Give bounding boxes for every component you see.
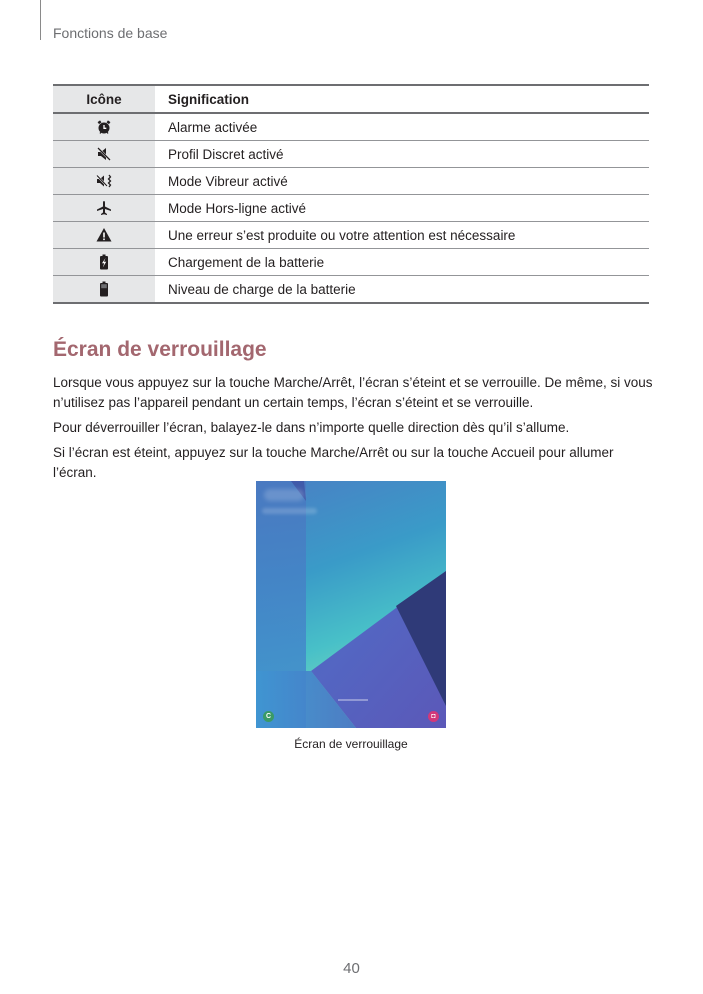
battery-level-icon bbox=[96, 281, 112, 297]
table-header-row bbox=[53, 85, 649, 113]
row-meaning: Mode Vibreur activé bbox=[168, 173, 288, 189]
row-meaning: Alarme activée bbox=[168, 119, 258, 135]
camera-shortcut-icon[interactable]: ◘ bbox=[428, 711, 439, 722]
warning-icon bbox=[96, 227, 112, 243]
clock-blur bbox=[264, 489, 304, 501]
date-blur bbox=[262, 508, 317, 514]
figure-caption: Écran de verrouillage bbox=[294, 737, 408, 751]
wallpaper-graphic bbox=[256, 481, 446, 728]
header-rule bbox=[40, 0, 41, 40]
lock-screen-image bbox=[256, 481, 446, 728]
alarm-icon bbox=[96, 119, 112, 135]
airplane-icon bbox=[96, 200, 112, 216]
icon-table bbox=[53, 84, 649, 304]
table-row bbox=[53, 168, 649, 195]
row-meaning: Mode Hors-ligne activé bbox=[168, 200, 307, 216]
table-row bbox=[53, 113, 649, 141]
section-title: Écran de verrouillage bbox=[53, 338, 267, 361]
phone-shortcut-icon[interactable]: C bbox=[263, 711, 274, 722]
table-row bbox=[53, 222, 649, 249]
row-meaning: Profil Discret activé bbox=[168, 146, 284, 162]
table-row bbox=[53, 195, 649, 222]
page-number: 40 bbox=[343, 960, 360, 977]
battery-charging-icon bbox=[96, 254, 112, 270]
running-header: Fonctions de base bbox=[53, 25, 168, 41]
paragraph: Lorsque vous appuyez sur la touche Marche/Arrêt, l’écran s’éteint et se verrouille. De même, si vous n’utilisez pas l’appareil pendant un certain temps, l’écran s’éteint et se verrouille. bbox=[53, 375, 653, 410]
table-row bbox=[53, 249, 649, 276]
table-row bbox=[53, 141, 649, 168]
column-header-icon: Icône bbox=[53, 85, 155, 113]
paragraph: Si l’écran est éteint, appuyez sur la touche Marche/Arrêt ou sur la touche Accueil pour allumer l’écran. bbox=[53, 445, 614, 480]
table-row bbox=[53, 276, 649, 304]
mute-icon bbox=[96, 146, 112, 162]
vibrate-icon bbox=[96, 173, 112, 189]
row-meaning: Niveau de charge de la batterie bbox=[168, 281, 356, 297]
paragraph: Pour déverrouiller l’écran, balayez-le dans n’importe quelle direction dès qu’il s’allume. bbox=[53, 420, 570, 435]
unlock-hint bbox=[338, 699, 368, 701]
row-meaning: Chargement de la batterie bbox=[168, 254, 325, 270]
column-header-meaning: Signification bbox=[168, 91, 249, 107]
row-meaning: Une erreur s’est produite ou votre attention est nécessaire bbox=[168, 227, 516, 243]
